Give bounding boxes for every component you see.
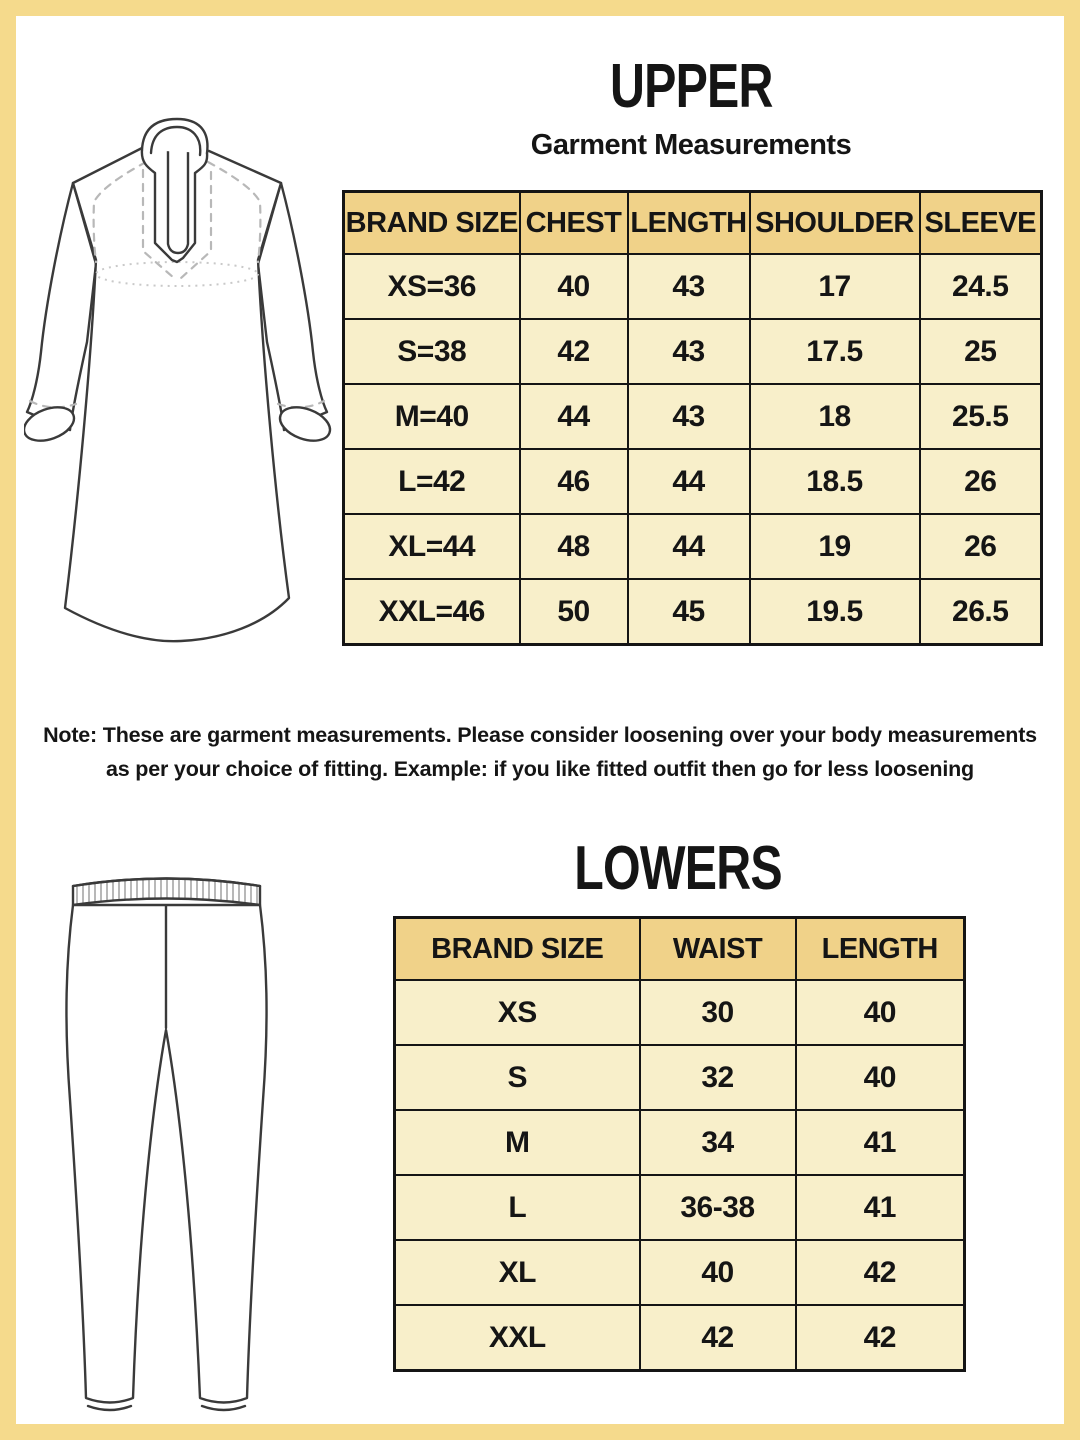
measurement-cell: 26 [920,449,1042,514]
table-row [395,980,965,1045]
measurement-cell: 17.5 [750,319,920,384]
size-cell: S=38 [344,319,520,384]
table-row [395,1110,965,1175]
upper-subtitle: Garment Measurements [530,129,852,162]
column-header: BRAND SIZE [344,192,520,255]
upper-size-table [342,190,1043,646]
table-row [344,384,1042,449]
size-cell: XXL=46 [344,579,520,645]
measurement-cell: 40 [640,1240,796,1305]
measurement-cell: 42 [796,1305,965,1371]
note-line-1: Note: These are garment measurements. Please consider loosening over your body measurements [43,722,1037,747]
measurement-cell: 19.5 [750,579,920,645]
measurement-cell: 40 [796,980,965,1045]
table-row [344,319,1042,384]
measurement-cell: 24.5 [920,254,1042,319]
measurement-cell: 34 [640,1110,796,1175]
measurement-cell: 42 [640,1305,796,1371]
size-cell: XS [395,980,640,1045]
header-row [344,192,1042,255]
column-header: SHOULDER [750,192,920,255]
size-cell: XL=44 [344,514,520,579]
measurement-cell: 46 [520,449,628,514]
table-row [344,254,1042,319]
lowers-header [393,836,963,901]
column-header: WAIST [640,918,796,981]
column-header: LENGTH [628,192,750,255]
table-row [395,1175,965,1240]
measurement-cell: 26 [920,514,1042,579]
kurta-illustration [24,112,336,657]
column-header: LENGTH [796,918,965,981]
measurement-cell: 18.5 [750,449,920,514]
measurement-cell: 43 [628,254,750,319]
size-cell: XXL [395,1305,640,1371]
measurement-cell: 44 [628,449,750,514]
upper-title: UPPER [609,52,773,121]
measurement-cell: 26.5 [920,579,1042,645]
size-cell: M=40 [344,384,520,449]
pants-illustration [44,866,374,1436]
table-row [395,1240,965,1305]
upper-header [342,54,1040,162]
size-cell: S [395,1045,640,1110]
measurement-cell: 36-38 [640,1175,796,1240]
measurement-cell: 44 [520,384,628,449]
measurement-cell: 43 [628,384,750,449]
table-row [395,1305,965,1371]
kurta-line-drawing-svg [24,112,336,657]
measurement-cell: 17 [750,254,920,319]
measurement-cell: 32 [640,1045,796,1110]
measurement-cell: 41 [796,1175,965,1240]
lowers-size-table [393,916,966,1372]
column-header: BRAND SIZE [395,918,640,981]
lowers-title: LOWERS [574,834,782,903]
measurement-cell: 25.5 [920,384,1042,449]
measurement-note [40,718,1040,787]
measurement-cell: 40 [796,1045,965,1110]
note-line-2: as per your choice of fitting. Example: if you like fitted outfit then go for less loosening [106,756,974,781]
table-row [395,1045,965,1110]
column-header: CHEST [520,192,628,255]
table-row [344,449,1042,514]
measurement-cell: 30 [640,980,796,1045]
measurement-cell: 42 [796,1240,965,1305]
size-cell: M [395,1110,640,1175]
measurement-cell: 50 [520,579,628,645]
pants-line-drawing-svg [44,866,374,1436]
table-row [344,579,1042,645]
measurement-cell: 41 [796,1110,965,1175]
size-cell: XL [395,1240,640,1305]
measurement-cell: 48 [520,514,628,579]
measurement-cell: 45 [628,579,750,645]
measurement-cell: 44 [628,514,750,579]
measurement-cell: 25 [920,319,1042,384]
measurement-cell: 43 [628,319,750,384]
size-cell: L=42 [344,449,520,514]
column-header: SLEEVE [920,192,1042,255]
size-cell: XS=36 [344,254,520,319]
table-row [344,514,1042,579]
measurement-cell: 18 [750,384,920,449]
header-row [395,918,965,981]
measurement-cell: 42 [520,319,628,384]
measurement-cell: 19 [750,514,920,579]
measurement-cell: 40 [520,254,628,319]
size-cell: L [395,1175,640,1240]
